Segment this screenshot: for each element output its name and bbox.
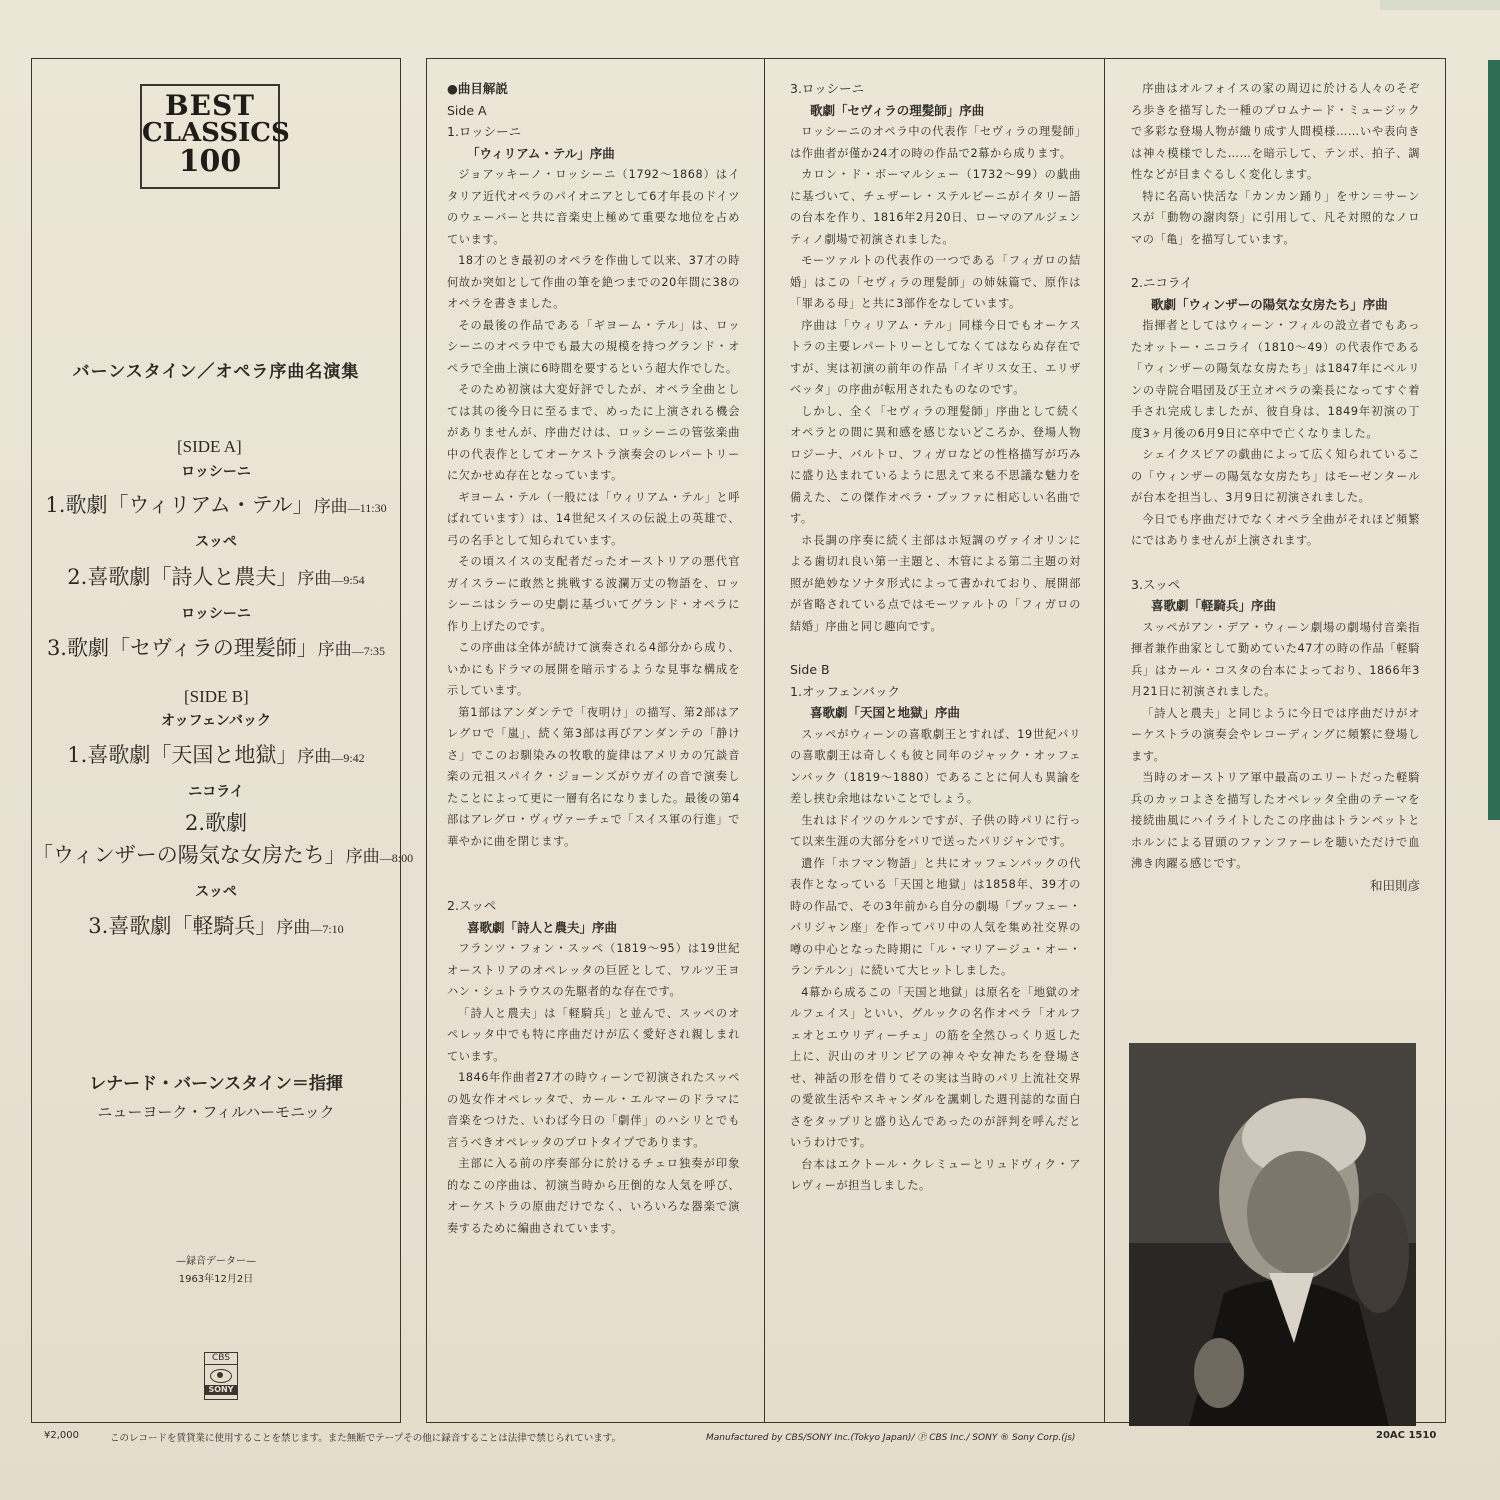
track-duration: —9:42 (331, 751, 365, 765)
album-title: バーンスタイン／オペラ序曲名演集 (72, 362, 360, 382)
tracklist-panel (31, 58, 414, 1423)
recording-date: 1963年12月2日 (178, 1274, 254, 1285)
paragraph: ロッシーニのオペラ中の代表作「セヴィラの理髪師」は作曲者が僅か24才の時の作品で2幕から成ります。 (790, 125, 1081, 160)
track-title (32, 839, 414, 869)
paragraph: モーツァルトの代表作の一つである「フィガロの結婚」はこの「セヴィラの理髪師」の姉妹篇で、原作は「罪ある母」と共に3部作をなしています。 (790, 254, 1081, 310)
paragraph: その頃スイスの支配者だったオーストリアの悪代官ガイスラーに敢然と挑戦する波瀾万丈の物語を、ロッシーニはシラーの史劇に基づいてグランド・オペラに作り上げたのです。 (447, 555, 740, 633)
conductor: レナード・バーンスタイン＝指揮 (89, 1074, 343, 1094)
paragraph: 序曲はオルフォイスの家の周辺に於ける人々のそぞろ歩きを描写した一種のプロムナード・ミュージックで多彩な登場人物が織り成す人間模様……いや表向きは神々模様でした……を暗示して、テンポ、拍子、調性などが目まぐるしく変化します。 (1131, 82, 1420, 181)
track-duration: —8:00 (379, 851, 414, 865)
divider (764, 58, 765, 1423)
section-number: 1.ロッシーニ (447, 124, 522, 139)
track-duration: —11:30 (347, 501, 387, 515)
cbs-eye-icon (210, 1369, 232, 1383)
divider (426, 58, 427, 1423)
paragraph: 序曲は「ウィリアム・テル」同様今日でもオーケストラの主要レパートリーとしてなくてはならぬ存在ですが、実は初演の前年の作品「イギリス女王、エリザベッタ」の序曲が転用されたものなのです。 (790, 318, 1081, 396)
notes-column-3 (1131, 78, 1420, 1038)
paragraph: ジョアッキーノ・ロッシーニ（1792～1868）はイタリア近代オペラのパイオニアとして6才年長のドイツのウェーバーと共に音楽史上極めて重要な地位を占めています。 (447, 168, 740, 246)
paragraph: 「詩人と農夫」と同じように今日では序曲だけがオーケストラの演奏会やレコーディングに頻繁に登場します。 (1131, 706, 1420, 763)
logo-line3: 100 (178, 144, 242, 179)
price: ¥2,000 (44, 1430, 79, 1441)
track-composer: ニコライ (188, 784, 244, 800)
track-title-text: 「ウィンザーの陽気な女房たち」 (32, 843, 346, 867)
paragraph: 当時のオーストリア軍中最高のエリートだった軽騎兵のカッコよさを描写したオペレッタ全曲のテーマを接続曲風にハイライトしたこの序曲はトランペットとホルンによる冒頭のファンファーレを聴いただけで血沸き肉躍る感じです。 (1131, 771, 1420, 870)
track-title (32, 910, 400, 940)
track-title (32, 489, 400, 519)
spacer (1131, 250, 1420, 272)
author-credit: 和田則彦 (1369, 877, 1420, 893)
track-composer: ロッシーニ (181, 606, 251, 622)
section-title: 「ウィリアム・テル」序曲 (467, 145, 615, 161)
track-duration: —7:35 (351, 644, 386, 658)
track-title (32, 807, 400, 837)
track-suffix: 序曲 (345, 847, 380, 867)
logo-line2: CLASSICS (142, 118, 290, 148)
logo-line1: BEST (164, 89, 256, 122)
top-edge (1380, 0, 1500, 10)
paragraph: フランツ・フォン・スッペ（1819～95）は19世紀オーストリアのオペレッタの巨匠として、ワルツ王ヨハン・シュトラウスの先駆者的な存在です。 (447, 942, 740, 998)
track-title (32, 739, 400, 769)
orchestra: ニューヨーク・フィルハーモニック (97, 1103, 335, 1121)
paragraph: 生れはドイツのケルンですが、子供の時パリに行って以来生涯の大部分をパリで送ったパリジャンです。 (790, 813, 1081, 848)
paragraph: 第1部はアンダンテで「夜明け」の描写、第2部はアレグロで「嵐」、続く第3部は再びアンダンテの「静けさ」でこのお馴染みの牧歌的旋律はアメリカの冗談音楽の元祖スパイク・ジョーンズがウガイの音で演奏したことによって更に一層有名になりました。最後の第4部はアレグロ・ヴィヴァーチェで「スイス軍の行進」で華やかに曲を閉じます。 (447, 705, 740, 848)
section-number: 3.スッペ (1131, 576, 1181, 592)
manufacturer-credit: Manufactured by CBS/SONY Inc.(Tokyo Japan)/ Ⓟ CBS Inc./ SONY ® Sony Corp.(js) (706, 1433, 1076, 1443)
track-duration: —9:54 (331, 573, 365, 587)
track-title-text: 3.喜歌劇「軽騎兵」 (88, 914, 277, 938)
side-heading: Side B (790, 662, 830, 677)
recording-data-label: —録音データー— (176, 1256, 256, 1267)
paragraph: この序曲は全体が続けて演奏される4部分から成り、いかにもドラマの展開を暗示するような見事な構成を示しています。 (447, 641, 740, 697)
side-a-label: [SIDE A] (177, 437, 242, 456)
paragraph: 18才のとき最初のオペラを作曲して以来、37才の時何故か突如として作曲の筆を絶つまでの20年間に38のオペラを書きました。 (447, 254, 740, 310)
track-suffix: 序曲 (276, 918, 311, 938)
paragraph: そのため初演は大変好評でしたが、オペラ全曲としては其の後今日に至るまで、めったに上演される機会がありませんが、序曲だけは、ロッシーニの管弦楽曲中の代表作としてオーケストラ演奏会のレパートリーに欠かせぬ存在となっています。 (447, 383, 740, 482)
spacer (1131, 552, 1420, 574)
section-title: 歌劇「ウィンザーの陽気な女房たち」序曲 (1151, 296, 1388, 312)
paragraph: 主部に入る前の序奏部分に於けるチェロ独奏が印象的なこの序曲は、初演当時から圧倒的な人気を呼び、オーケストラの原曲だけでなく、いろいろな器楽で演奏するために編曲されています。 (447, 1157, 740, 1235)
conductor-photo (1129, 1043, 1416, 1426)
paragraph: 特に名高い快活な「カンカン踊り」をサン＝サーンスが「動物の謝肉祭」に引用して、凡そ対照的なノロマの「亀」を描写しています。 (1131, 189, 1420, 246)
divider (1445, 58, 1446, 1423)
sony-text: SONY (205, 1385, 237, 1395)
paragraph: 「詩人と農夫」は「軽騎兵」と並んで、スッペのオペレッタ中でも特に序曲だけが広く愛好され親しまれています。 (447, 1006, 740, 1063)
section-number: 1.オッフェンバック (790, 683, 901, 699)
track-title-text: 2.喜歌劇「詩人と農夫」 (67, 565, 298, 589)
section-title: 喜歌劇「軽騎兵」序曲 (1151, 598, 1277, 613)
track-suffix: 序曲 (297, 569, 332, 589)
catalog-number: 20AC 1510 (1376, 1430, 1437, 1441)
section-number: 2.スッペ (447, 898, 497, 913)
paragraph: スッペがウィーンの喜歌劇王とすれば、19世紀パリの喜歌劇王は奇しくも彼と同年のジャック・オッフェンバック（1819～1880）であることに何人も異論を差し挟む余地はないことでしょう。 (790, 727, 1081, 805)
track-title (32, 632, 400, 662)
paragraph: 今日でも序曲だけでなくオペラ全曲がそれほど頻繁にではありませんが上演されます。 (1131, 512, 1420, 547)
track-title-text: 2.歌劇 (184, 811, 248, 835)
notes-column-1 (447, 78, 740, 1413)
paragraph: 1846年作曲者27才の時ウィーンで初演されたスッペの処女作オペレッタで、カール・エルマーのドラマに音楽をつけた、いわば今日の「劇伴」のハシリとでも言うべきオペレッタのプロトタイプであります。 (447, 1071, 740, 1149)
track-composer: ロッシーニ (181, 464, 251, 480)
spacer (790, 637, 1081, 659)
paragraph: スッペがアン・デア・ウィーン劇場の劇場付音楽指揮者兼作曲家として勤めていた47才の時の作品「軽騎兵」はカール・コスタの台本によっており、1866年3月21日に初演されました。 (1131, 620, 1420, 698)
side-b-label: [SIDE B] (184, 687, 249, 706)
paragraph: 4幕から成るこの「天国と地獄」は原名を「地獄のオルフェイス」といい、グルックの名作オペラ「オルフェオとエウリディーチェ」の筋を全然ひっくり返した上に、沢山のオリンピアの神々や女神たちを登場させ、神話の形を借りてその実は当時のパリ上流社交界の愛欲生活やスキャンダルを諷刺した週刊誌的な面白さをタップリと盛り込んであったのが評判を呼んだというわけです。 (790, 985, 1081, 1149)
notes-heading: ●曲目解説 (447, 81, 508, 96)
track-duration: —7:10 (310, 922, 344, 936)
cbs-sony-logo (204, 1352, 238, 1400)
paragraph: しかし、全く「セヴィラの理髪師」序曲として続くオペラとの間に異和感を感じないどころか、登場人物ロジーナ、バルトロ、フィガロなどの性格描写が巧みに盛り込まれているように思えて来る不思議な魅力を備えた、この傑作オペラ・ブッファに相応しい名曲です。 (790, 404, 1081, 525)
paragraph: カロン・ド・ボーマルシェー（1732～99）の戯曲に基づいて、チェザーレ・ステルビーニがイタリー語の台本を作り、1816年2月20日、ローマのアルジェンティノ劇場で初演されました。 (790, 168, 1081, 246)
track-suffix: 序曲 (313, 497, 348, 517)
track-title (32, 561, 400, 591)
paragraph: 遺作「ホフマン物語」と共にオッフェンバックの代表作となっている「天国と地獄」は1858年、39才の時の作品で、その3年前から自分の劇場「ブッフェー・パリジャン座」を作ってパリ中の人気を集め社交界の噂の中心となった時期に「ル・マリアージュ・オー・ランテルン」に続いて大ヒットしました。 (790, 856, 1081, 977)
paragraph: ホ長調の序奏に続く主部はホ短調のヴァイオリンによる歯切れ良い第一主題と、木管による第二主題の対照が絶妙なソナタ形式によって書かれており、展開部が省略されている点ではモーツァルトの「フィガロの結婚」序曲と同じ趣向です。 (790, 533, 1081, 633)
side-heading: Side A (447, 102, 487, 118)
section-title: 喜歌劇「天国と地獄」序曲 (810, 705, 961, 720)
copyright-notice: このレコードを賃貸業に使用することを禁じます。また無断でテープその他に録音することは法律で禁じられています。 (110, 1433, 622, 1444)
track-composer: スッペ (195, 534, 237, 550)
paragraph: 指揮者としてはウィーン・フィルの設立者でもあったオットー・ニコライ（1810～49）の代表作である「ウィンザーの陽気な女房たち」は1847年にベルリンの寺院合唱団及び王立オペラの楽長になってすぐ着手され完成しましたが、彼自身は、1849年初演の丁度3ヶ月後の6月9日に卒中で亡くなりました。 (1131, 319, 1420, 440)
conductor-portrait-illustration (1129, 1043, 1416, 1426)
track-title-text: 1.歌劇「ウィリアム・テル」 (45, 493, 314, 517)
section-title: 喜歌劇「詩人と農夫」序曲 (467, 919, 618, 935)
green-edge (1488, 60, 1500, 820)
notes-column-2 (790, 78, 1081, 1413)
track-composer: スッペ (195, 884, 237, 900)
track-suffix: 序曲 (297, 747, 332, 767)
track-composer: オッフェンバック (161, 713, 271, 729)
section-title: 歌劇「セヴィラの理髪師」序曲 (810, 102, 985, 118)
section-number: 3.ロッシーニ (790, 81, 865, 96)
spacer (447, 852, 740, 895)
divider (426, 58, 1446, 59)
track-title-text: 3.歌劇「セヴィラの理髪師」 (46, 636, 318, 660)
track-title-text: 1.喜歌劇「天国と地獄」 (67, 743, 298, 767)
track-suffix: 序曲 (317, 640, 352, 660)
paragraph: シェイクスピアの戯曲によって広く知られているこの「ウィンザーの陽気な女房たち」はモーゼンタールが台本を担当し、3月9日に初演されました。 (1131, 448, 1420, 504)
best-classics-logo (140, 84, 290, 189)
paragraph: その最後の作品である「ギヨーム・テル」は、ロッシーニのオペラ中でも最大の規模を持つグランド・オペラで全曲上演に6時間を要するという超大作でした。 (447, 318, 740, 375)
section-number: 2.ニコライ (1131, 275, 1193, 290)
divider (1104, 58, 1105, 1423)
cbs-text: CBS (205, 1353, 237, 1365)
paragraph: 台本はエクトール・クレミューとリュドヴィク・アレヴィーが担当しました。 (790, 1157, 1081, 1192)
paragraph: ギヨーム・テル（一般には「ウィリアム・テル」と呼ばれています）は、14世紀スイスの伝説上の英雄で、弓の名手として知られています。 (447, 490, 740, 547)
